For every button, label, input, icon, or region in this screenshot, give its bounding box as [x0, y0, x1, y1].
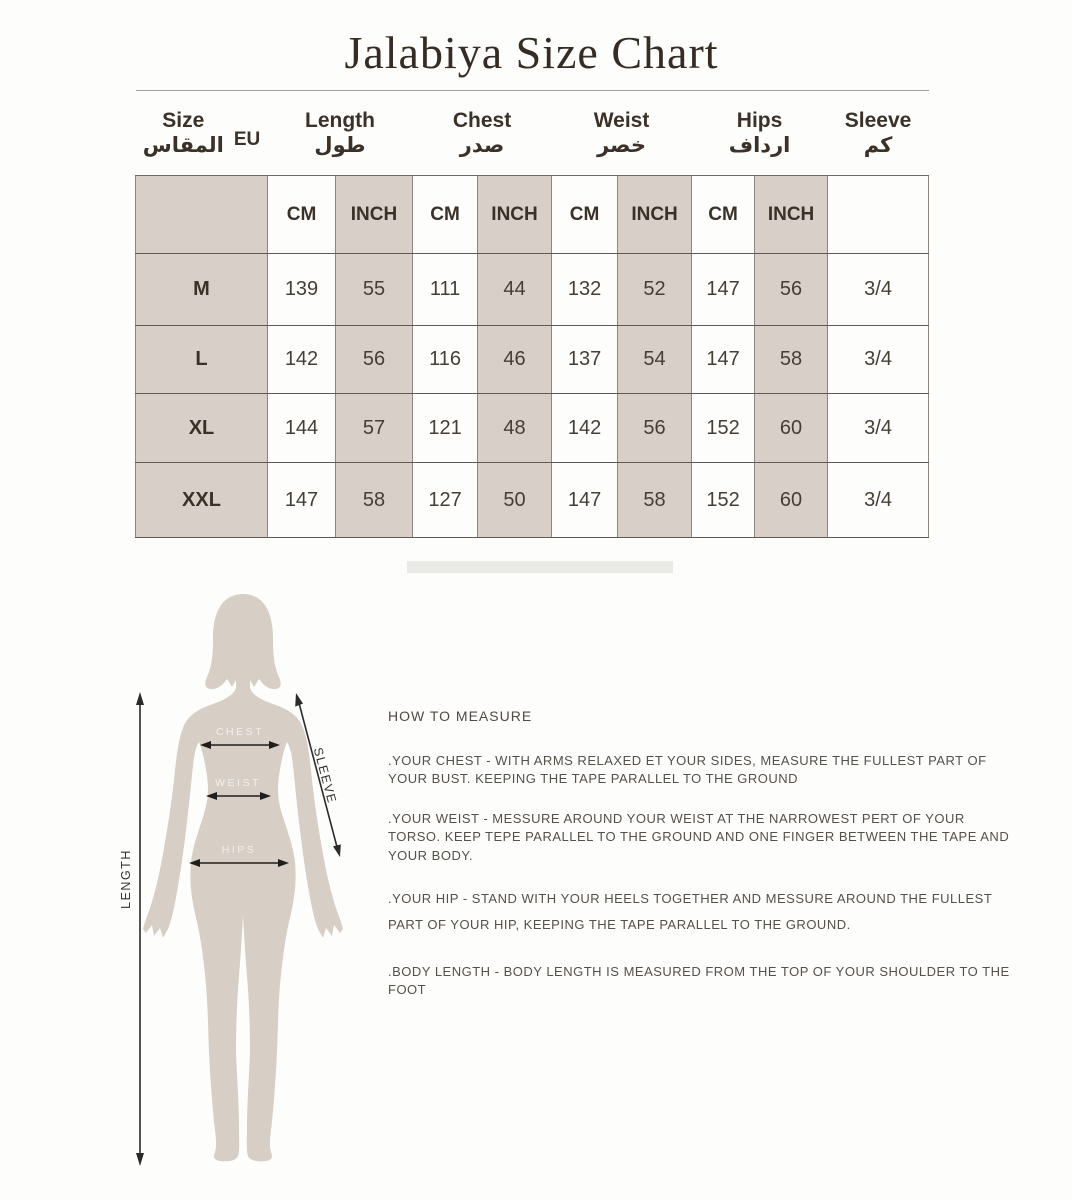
chest-label: CHEST — [215, 726, 265, 738]
header-weist-arabic: خصر — [597, 133, 646, 157]
value-cell: 58 — [618, 463, 692, 538]
value-cell: 3/4 — [828, 394, 929, 463]
value-cell: 3/4 — [828, 326, 929, 394]
header-eu: EU — [233, 129, 261, 151]
table-header-row — [136, 91, 929, 176]
value-cell: 132 — [552, 254, 618, 326]
value-cell: 60 — [755, 394, 828, 463]
hip-instruction: .YOUR HIP - STAND WITH YOUR HEELS TOGETHER AND MESSURE AROUND THE FULLEST PART OF YOUR HIP, KEEPING THE TAPE PARALLEL TO THE GROUND. — [388, 891, 993, 932]
size-cell: M — [136, 254, 268, 326]
unit-cell: INCH — [478, 176, 552, 254]
header-chest-arabic: صدر — [459, 133, 505, 157]
table-row — [136, 326, 929, 394]
header-size-arabic: المقاس — [142, 133, 224, 157]
value-cell: 147 — [552, 463, 618, 538]
header-length: Length طول — [268, 91, 413, 176]
value-cell: 147 — [692, 254, 755, 326]
value-cell: 58 — [755, 326, 828, 394]
size-cell: XXL — [136, 463, 268, 538]
value-cell: 121 — [413, 394, 478, 463]
value-cell: 50 — [478, 463, 552, 538]
value-cell: 142 — [552, 394, 618, 463]
size-cell: XL — [136, 394, 268, 463]
chest-instruction: .YOUR CHEST - WITH ARMS RELAXED ET YOUR SIDES, MEASURE THE FULLEST PART OF YOUR BUST. KEEPING THE TAPE PARALLEL TO THE GROUND — [388, 753, 987, 787]
value-cell: 56 — [755, 254, 828, 326]
header-size-text: Size المقاس — [142, 108, 224, 157]
value-cell: 56 — [336, 326, 413, 394]
unit-row — [136, 176, 929, 254]
header-weist: Weist خصر — [552, 91, 692, 176]
value-cell: 46 — [478, 326, 552, 394]
body-length-instruction: .BODY LENGTH - BODY LENGTH IS MEASURED FROM THE TOP OF YOUR SHOULDER TO THE FOOT — [388, 963, 1010, 998]
value-cell: 3/4 — [828, 254, 929, 326]
value-cell: 137 — [552, 326, 618, 394]
value-cell: 54 — [618, 326, 692, 394]
header-sleeve: Sleeve كم — [828, 91, 929, 176]
value-cell: 147 — [692, 326, 755, 394]
unit-cell: CM — [413, 176, 478, 254]
unit-cell: CM — [268, 176, 336, 254]
unit-cell: CM — [692, 176, 755, 254]
size-cell: L — [136, 326, 268, 394]
weist-label: WEIST — [215, 777, 261, 789]
unit-cell: INCH — [618, 176, 692, 254]
value-cell: 57 — [336, 394, 413, 463]
header-length-arabic: طول — [314, 133, 366, 157]
table-row — [136, 463, 929, 538]
unit-cell: CM — [552, 176, 618, 254]
sleeve-label: SLEEVE — [310, 746, 340, 806]
value-cell: 116 — [413, 326, 478, 394]
value-cell: 142 — [268, 326, 336, 394]
value-cell: 58 — [336, 463, 413, 538]
value-cell: 152 — [692, 394, 755, 463]
table-row — [136, 394, 929, 463]
how-to-measure-section — [388, 708, 1013, 1021]
table-row — [136, 254, 929, 326]
value-cell: 44 — [478, 254, 552, 326]
unit-cell: INCH — [336, 176, 413, 254]
body-figure — [95, 560, 365, 1190]
header-chest: Chest صدر — [413, 91, 552, 176]
value-cell: 52 — [618, 254, 692, 326]
header-hips-arabic: ارداف — [728, 133, 791, 157]
length-label: LENGTH — [119, 849, 133, 909]
value-cell: 152 — [692, 463, 755, 538]
length-arrow — [136, 692, 144, 1166]
value-cell: 56 — [618, 394, 692, 463]
weist-instruction: .YOUR WEIST - MESSURE AROUND YOUR WEIST AT THE NARROWEST PERT OF YOUR TORSO. KEEP TEPE PARALLEL TO THE GROUND AND ONE FINGER BETWEEN THE TAPE AND YOUR BODY. — [388, 810, 1010, 863]
value-cell: 48 — [478, 394, 552, 463]
size-table — [135, 90, 929, 538]
header-size — [136, 91, 268, 176]
unit-cell-empty — [828, 176, 929, 254]
unit-cell: INCH — [755, 176, 828, 254]
page-title: Jalabiya Size Chart — [344, 27, 719, 78]
how-to-measure-heading: HOW TO MEASURE — [388, 708, 533, 724]
value-cell: 144 — [268, 394, 336, 463]
header-hips: Hips ارداف — [692, 91, 828, 176]
value-cell: 3/4 — [828, 463, 929, 538]
divider-bar — [407, 561, 673, 573]
header-sleeve-arabic: كم — [863, 133, 893, 157]
value-cell: 139 — [268, 254, 336, 326]
value-cell: 60 — [755, 463, 828, 538]
value-cell: 55 — [336, 254, 413, 326]
value-cell: 127 — [413, 463, 478, 538]
unit-cell-empty — [136, 176, 268, 254]
hips-label: HIPS — [221, 844, 257, 856]
value-cell: 147 — [268, 463, 336, 538]
value-cell: 111 — [413, 254, 478, 326]
